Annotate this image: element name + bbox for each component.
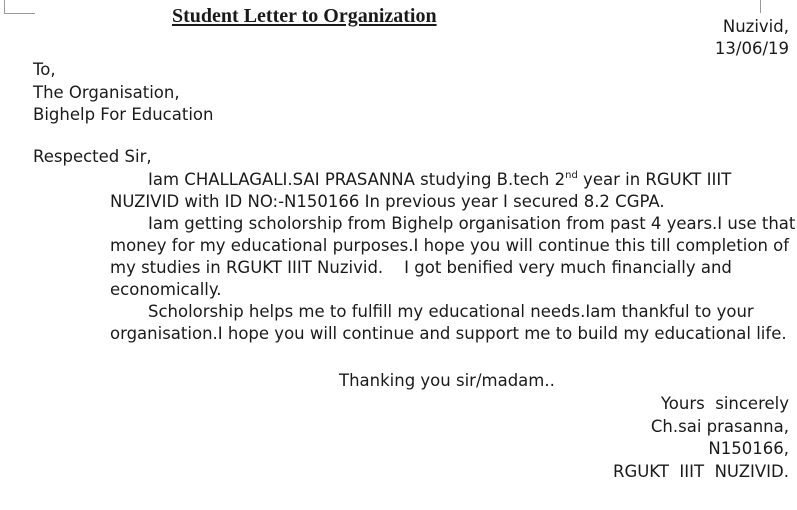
body-line: my studies in RGUKT IIIT Nuzivid. I got benified very much financially and: [110, 258, 732, 277]
salutation: Respected Sir,: [33, 147, 152, 166]
crop-mark-top-left-vertical: [4, 0, 5, 13]
signoff-line: N150166,: [708, 439, 789, 458]
letter-title: Student Letter to Organization: [172, 5, 437, 27]
signoff-line: Ch.sai prasanna,: [650, 416, 789, 436]
body-line: [110, 169, 780, 191]
signoff-line: Yours sincerely: [660, 394, 789, 413]
body-text: year in RGUKT IIIT: [577, 170, 732, 189]
closing-thanks: Thanking you sir/madam..: [339, 371, 555, 390]
signoff-line: RGUKT IIIT NUZIVID.: [612, 461, 789, 481]
crop-mark-top-right-vertical: [760, 0, 761, 13]
body-line: Scholorship helps me to fulfill my educational needs.Iam thankful to your: [148, 302, 754, 321]
body-line: organisation.I hope you will continue and support me to build my educational life.: [110, 324, 787, 343]
recipient-address: [33, 59, 213, 127]
body-line: Iam getting scholorship from Bighelp organisation from past 4 years.I use that: [148, 214, 796, 233]
letter-place: Nuzivid,: [722, 17, 789, 36]
address-line: The Organisation,: [33, 82, 180, 102]
letter-date: 13/06/19: [714, 39, 789, 58]
crop-mark-top-left-horizontal: [4, 13, 35, 14]
body-line: money for my educational purposes.I hope you will continue this till completion of: [110, 236, 790, 255]
place-date-block: [715, 16, 789, 60]
body-line: NUZIVID with ID NO:-N150166 In previous year I secured 8.2 CGPA.: [110, 192, 665, 211]
address-line: To,: [33, 60, 56, 79]
address-line: Bighelp For Education: [33, 105, 214, 124]
body-line: economically.: [110, 280, 222, 299]
ordinal-superscript: nd: [565, 169, 578, 181]
signoff-block: [613, 393, 789, 483]
letter-body: [110, 169, 796, 345]
body-text: Iam CHALLAGALI.SAI PRASANNA studying B.tech 2: [148, 170, 566, 189]
